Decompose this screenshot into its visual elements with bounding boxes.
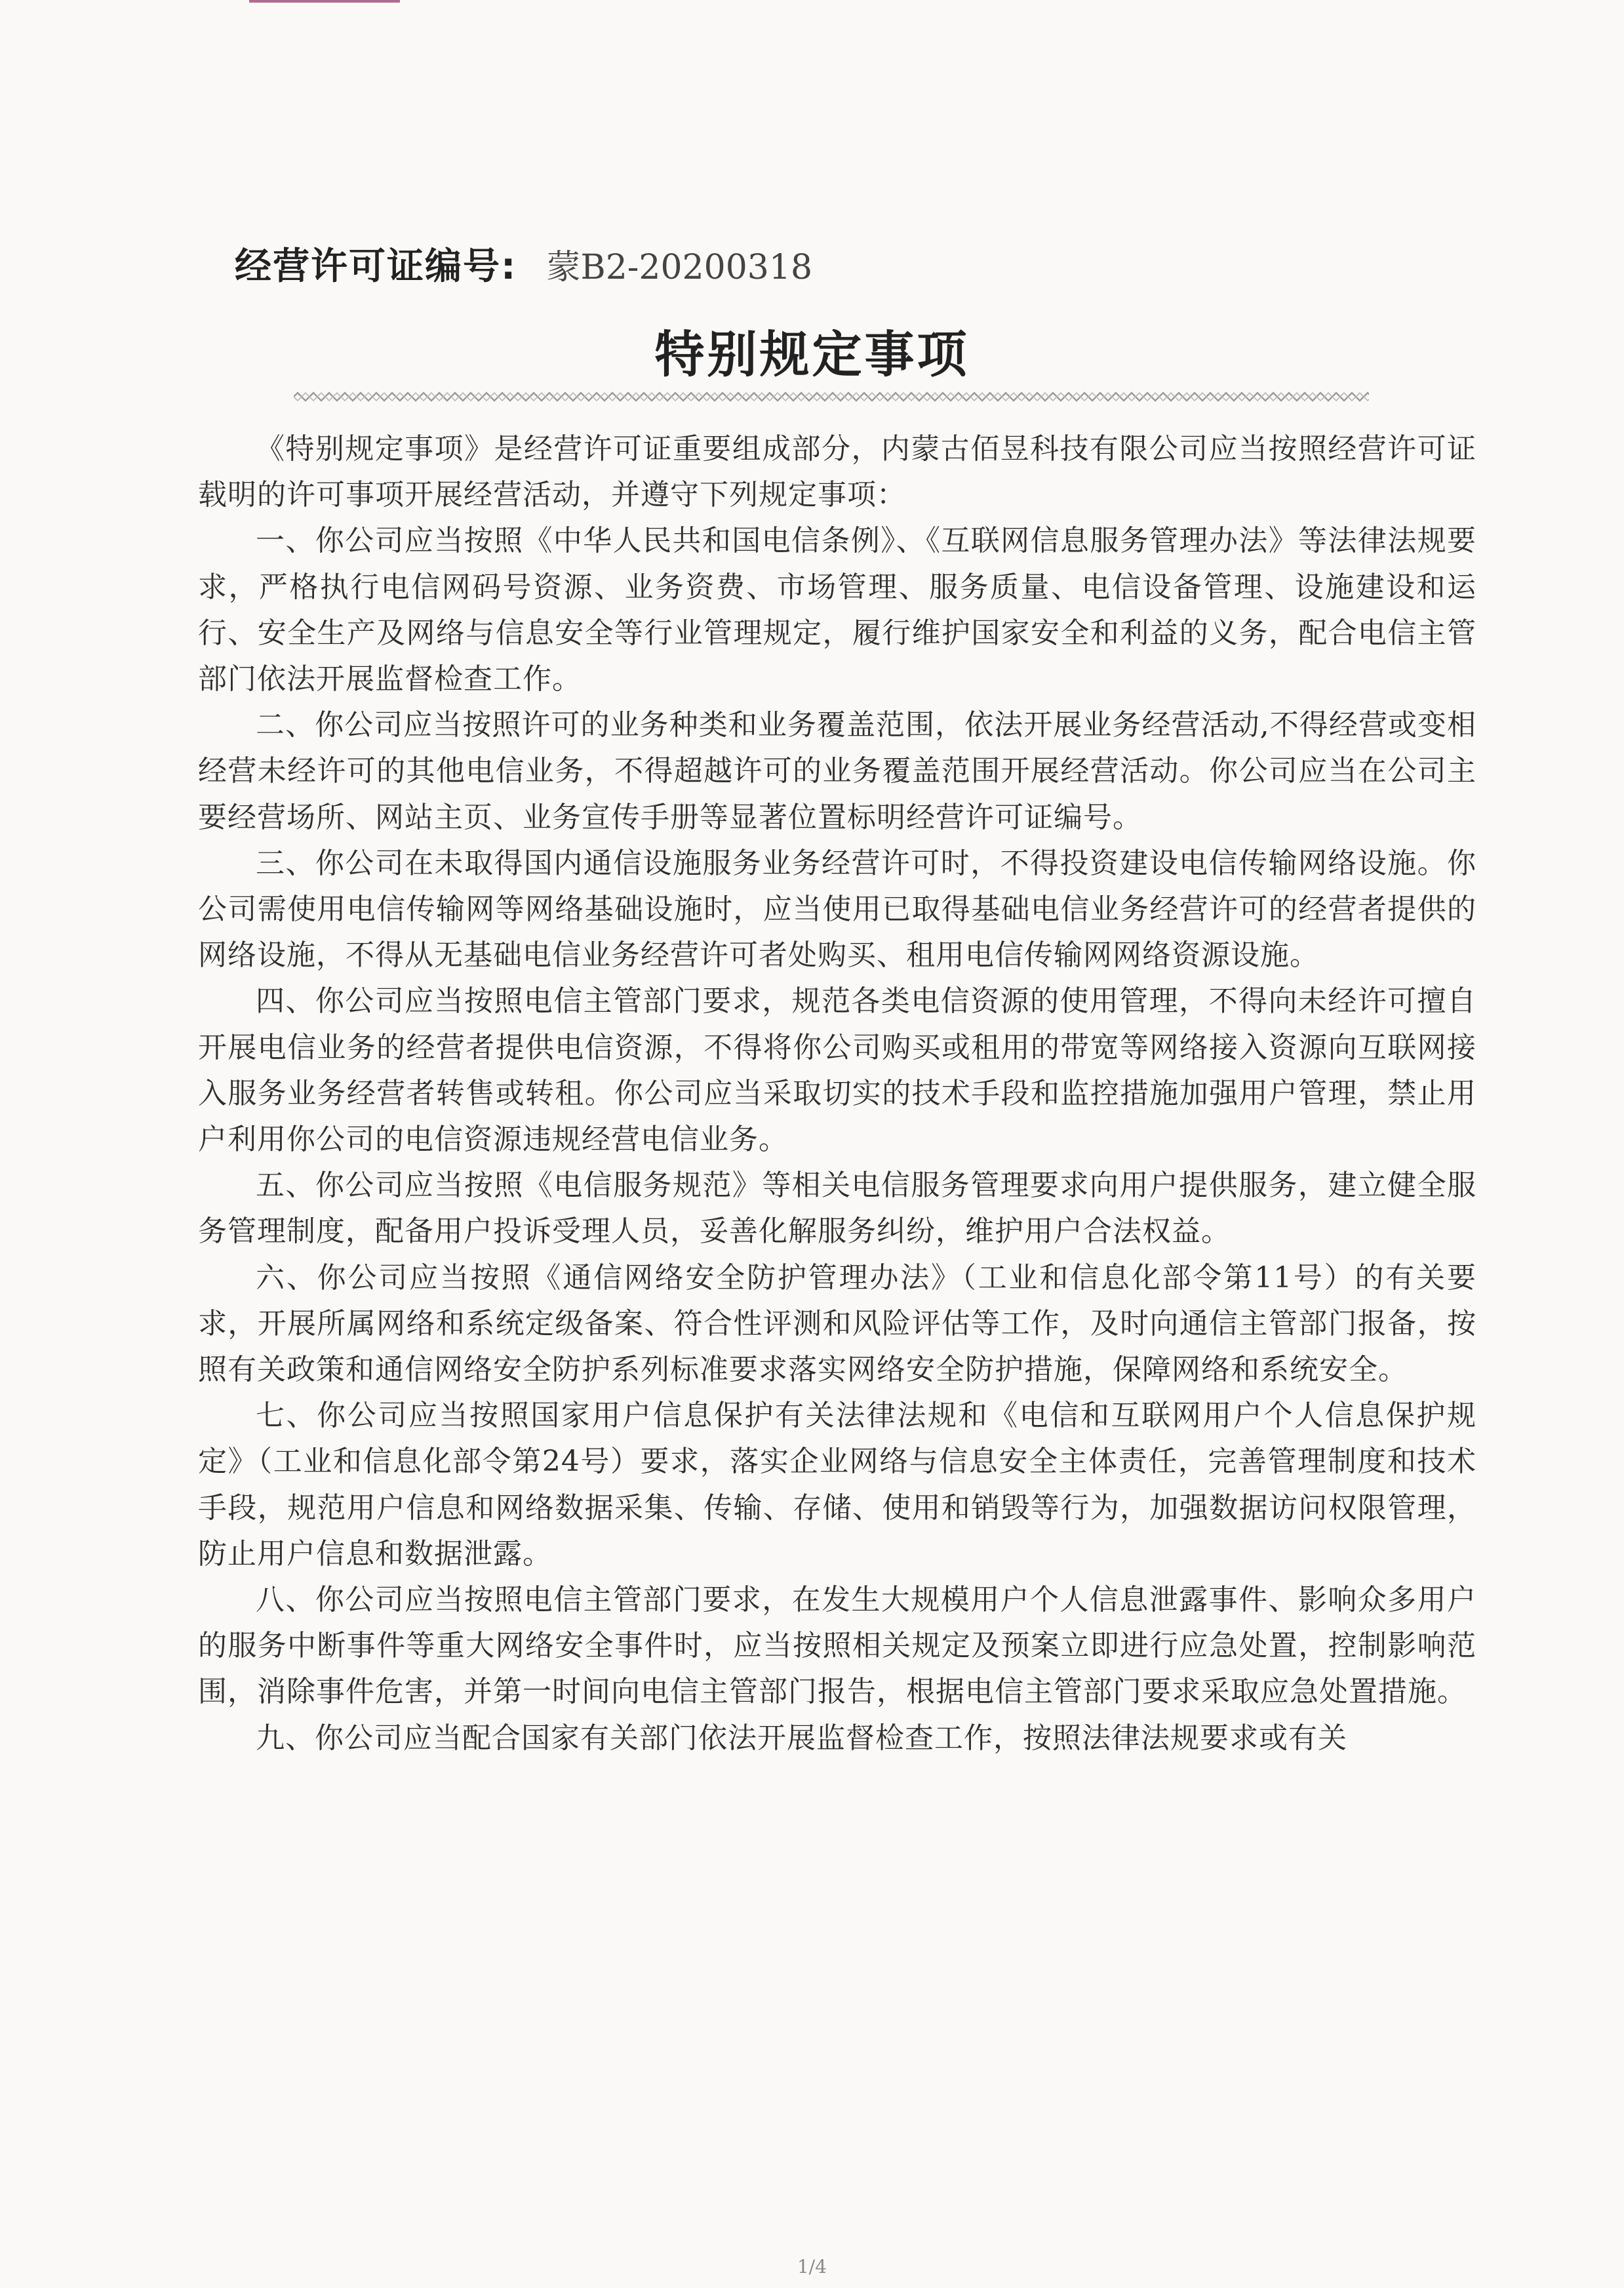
clause-paragraph-4: 四、你公司应当按照电信主管部门要求，规范各类电信资源的使用管理，不得向未经许可擅自开展电信业务的经营者提供电信资源，不得将你公司购买或租用的带宽等网络接入资源向互联网接入服务业务经营者转售或转租。你公司应当采取切实的技术手段和监控措施加强用户管理，禁止用户利用你公司的电信资源违规经营电信业务。 xyxy=(198,984,1476,1157)
clause-paragraph-2: 二、你公司应当按照许可的业务种类和业务覆盖范围，依法开展业务经营活动,不得经营或变相经营未经许可的其他电信业务，不得超越许可的业务覆盖范围开展经营活动。你公司应当在公司主要经营场所、网站主页、业务宣传手册等显著位置标明经营许可证编号。 xyxy=(198,708,1476,834)
intro-paragraph: 《特别规定事项》是经营许可证重要组成部分，内蒙古佰昱科技有限公司应当按照经营许可证载明的许可事项开展经营活动，并遵守下列规定事项： xyxy=(198,432,1476,512)
clause-paragraph-7: 七、你公司应当按照国家用户信息保护有关法律法规和《电信和互联网用户个人信息保护规定》（工业和信息化部令第24号）要求，落实企业网络与信息安全主体责任，完善管理制度和技术手段，规范用户信息和网络数据采集、传输、存储、使用和销毁等行为，加强数据访问权限管理，防止用户信息和数据泄露。 xyxy=(198,1399,1476,1571)
clause-paragraph-1: 一、你公司应当按照《中华人民共和国电信条例》、《互联网信息服务管理办法》等法律法规要求，严格执行电信网码号资源、业务资费、市场管理、服务质量、电信设备管理、设施建设和运行、安全生产及网络与信息安全等行业管理规定，履行维护国家安全和利益的义务，配合电信主管部门依法开展监督检查工作。 xyxy=(198,524,1476,696)
top-edge-mark xyxy=(249,0,400,3)
regulations-body xyxy=(198,426,1476,1761)
clause-paragraph-6: 六、你公司应当按照《通信网络安全防护管理办法》（工业和信息化部令第11号）的有关要求，开展所属网络和系统定级备案、符合性评测和风险评估等工作，及时向通信主管部门报备，按照有关政策和通信网络安全防护系列标准要求落实网络安全防护措施，保障网络和系统安全。 xyxy=(198,1260,1476,1387)
clause-paragraph-3: 三、你公司在未取得国内通信设施服务业务经营许可时，不得投资建设电信传输网络设施。你公司需使用电信传输网等网络基础设施时，应当使用已取得基础电信业务经营许可的经营者提供的网络设施，不得从无基础电信业务经营许可者处购买、租用电信传输网网络资源设施。 xyxy=(198,846,1476,973)
page-number: 1/4 xyxy=(797,2256,827,2278)
clause-paragraph-8: 八、你公司应当按照电信主管部门要求，在发生大规模用户个人信息泄露事件、影响众多用户的服务中断事件等重大网络安全事件时，应当按照相关规定及预案立即进行应急处置，控制影响范围，消除事件危害，并第一时间向电信主管部门报告，根据电信主管部门要求采取应急处置措施。 xyxy=(198,1583,1476,1709)
clause-paragraph-9: 九、你公司应当配合国家有关部门依法开展监督检查工作，按照法律法规要求或有关 xyxy=(256,1721,1347,1755)
document-title: 特别规定事项 xyxy=(654,325,970,384)
license-number: 蒙B2-20200318 xyxy=(546,248,813,287)
decorative-divider xyxy=(294,391,1369,403)
license-number-line xyxy=(235,237,812,290)
license-label: 经营许可证编号: xyxy=(235,245,517,288)
clause-paragraph-5: 五、你公司应当按照《电信服务规范》等相关电信服务管理要求向用户提供服务，建立健全服务管理制度，配备用户投诉受理人员，妥善化解服务纠纷，维护用户合法权益。 xyxy=(198,1169,1476,1249)
